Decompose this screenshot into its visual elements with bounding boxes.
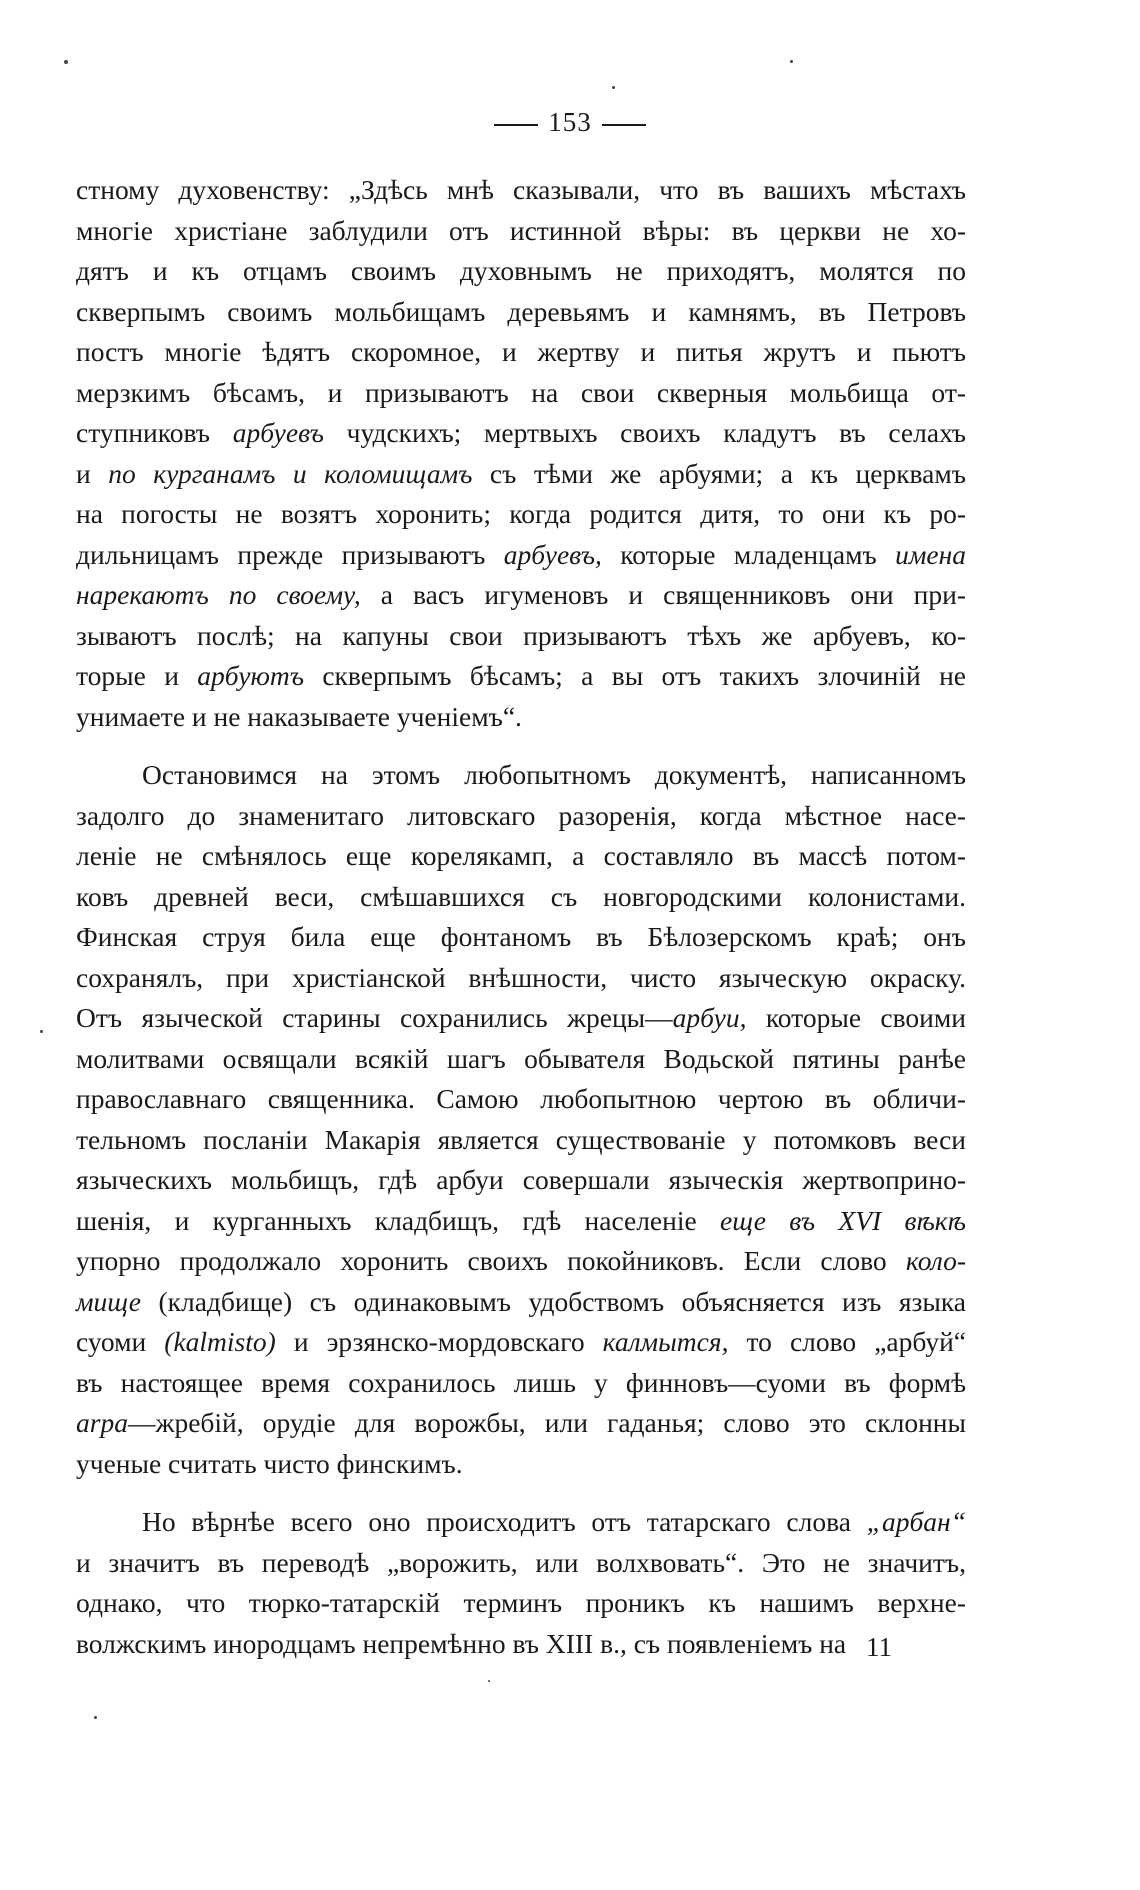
text-run: скверпымъ своимъ мольбищамъ деревьямъ и камнямъ, въ Петровъ [76,295,966,327]
text-line [76,1543,966,1584]
text-run: съ тѣми же арбуями; а къ церквамъ [472,457,967,489]
text-run: въ настоящее время сохранилось лишь у финновъ—суоми въ формѣ [76,1366,966,1398]
text-run: шенія, и курганныхъ кладбищъ, гдѣ населеніе [76,1204,721,1236]
text-line [76,292,966,333]
text-run: и эрзянско-мордовскаго [275,1326,603,1357]
text-run: Но вѣрнѣе всего оно происходитъ отъ татарскаго слова [142,1506,867,1537]
paragraph [76,170,966,737]
text-line [76,535,966,576]
page-number-header [0,107,1140,138]
text-run: языческихъ мольбищъ, гдѣ арбуи совершали языческія жертвоприно- [76,1164,966,1195]
text-run: —жребій, орудіе для ворожбы, или гаданья; слово это склонны [127,1407,966,1438]
italic-text: арбуи, [672,1002,747,1033]
text-line [76,454,966,495]
text-line [76,1241,966,1282]
text-run: однако, что тюрко-татарскій терминъ проникъ къ нашимъ верхне- [76,1587,966,1618]
paper-speck [64,60,68,64]
text-line [76,917,966,958]
text-run: Финская струя била еще фонтаномъ въ Бѣлозерскомъ краѣ; онъ [76,921,966,952]
text-run: мерзкимъ бѣсамъ, и призываютъ на свои скверныя мольбища от- [76,376,966,408]
text-run: скверпымъ бѣсамъ; а вы отъ такихъ злочиній не [303,660,966,691]
text-run: Отъ языческой старины сохранились жрецы— [76,1002,673,1033]
text-run: зываютъ послѣ; на капуны свои призываютъ тѣхъ же арбуевъ, ко- [76,619,966,651]
text-line [76,494,966,535]
text-line [76,1444,966,1485]
text-run: то слово „арбуй“ [728,1326,966,1357]
text-run: Остановимся на этомъ любопытномъ документѣ, написанномъ [142,759,966,790]
italic-text: нарекаютъ по своему, [76,579,361,610]
text-run: и значитъ въ переводѣ „ворожить, или волхвовать“. Это не значитъ, [76,1546,966,1578]
paragraph-gap [76,1484,966,1502]
text-line [76,211,966,252]
paper-speck [612,86,615,89]
text-run: ступниковъ [76,417,233,448]
text-line [76,836,966,877]
text-line [76,1120,966,1161]
text-line [76,1403,966,1444]
left-dash [494,124,538,126]
signature-mark: 11 [866,1632,892,1662]
text-line [76,575,966,616]
text-run: леніе не смѣнялось еще корелякамп, а составляло въ массѣ потом- [76,840,966,871]
paragraph-gap [76,737,966,755]
text-run: дятъ и къ отцамъ своимъ духовнымъ не приходятъ, молятся по [76,255,966,286]
italic-text: „арбан“ [866,1506,966,1537]
text-run: чудскихъ; мертвыхъ своихъ кладутъ въ селахъ [323,417,966,448]
text-run: тельномъ посланіи Макарія является существованіе у потомковъ веси [76,1123,966,1155]
text-run: постъ многіе ѣдятъ скоромное, и жертву и питья жрутъ и пьютъ [76,336,966,367]
text-run: которые младенцамъ [601,538,896,570]
italic-text: коло- [905,1245,966,1276]
text-line [76,796,966,837]
paper-speck [94,1716,97,1719]
italic-text: arpa [76,1407,128,1438]
text-run: стному духовенству: „Здѣсь мнѣ сказывали, что въ вашихъ мѣстахъ [76,174,966,205]
paper-speck [790,60,793,63]
right-dash [602,124,646,126]
italic-text: арбуевъ, [503,538,602,570]
text-run: а васъ игуменовъ и священниковъ они при- [360,579,966,610]
italic-text: (kalmisto) [164,1326,276,1357]
text-line [76,616,966,657]
text-line [76,413,966,454]
text-line [76,1039,966,1080]
text-run: торые и [76,660,198,691]
text-line [76,877,966,918]
text-run: которые своими [746,1002,966,1033]
text-line [76,1583,966,1624]
text-line [76,1160,966,1201]
text-line [76,1079,966,1120]
text-line [76,1322,966,1363]
text-run: упорно продолжало хоронить своихъ покойниковъ. Если слово [76,1245,906,1276]
text-run: и [76,457,109,489]
text-line [76,373,966,414]
italic-text: арбуютъ [197,660,304,691]
text-line [76,1363,966,1404]
text-line [76,332,966,373]
text-line [76,1282,966,1323]
text-line [76,697,966,738]
text-line [76,170,966,211]
paragraph [76,755,966,1484]
text-line [76,998,966,1039]
text-run: сохранялъ, при христіанской внѣшности, чисто языческую окраску. [76,961,966,993]
text-run: ученые считать чисто финскимъ. [76,1447,463,1479]
italic-text: арбуевъ [232,417,324,448]
text-line [76,1624,966,1665]
text-run: суоми [76,1326,165,1357]
paragraph [76,1502,966,1664]
text-line [76,251,966,292]
text-run: молитвами освящали всякій шагъ обывателя Водьской пятины ранѣе [76,1042,966,1074]
paper-speck [40,1030,43,1033]
text-run: многіе христіане заблудили отъ истинной вѣры: въ церкви не хо- [76,214,966,246]
paper-speck [488,1680,490,1682]
text-line [76,958,966,999]
italic-text: имена [895,538,966,570]
text-run: дильницамъ прежде призываютъ [76,538,504,570]
text-line [76,1502,966,1543]
italic-text: калмытся, [602,1326,729,1357]
italic-text: по курганамъ и коломищамъ [108,457,473,489]
text-run: (кладбище) съ одинаковымъ удобствомъ объясняется изъ языка [140,1285,966,1317]
text-line [76,656,966,697]
text-line [76,755,966,796]
text-run: на погосты не возятъ хоронить; когда родится дитя, то они къ ро- [76,498,966,529]
page-number: 153 [548,107,592,137]
text-run: унимаете и не наказываете ученіемъ“. [76,700,522,732]
text-run: ковъ древней веси, смѣшавшихся съ новгородскими колонистами. [76,880,966,912]
text-run: православнаго священника. Самою любопытною чертою въ обличи- [76,1083,966,1114]
text-line [76,1201,966,1242]
italic-text: еще въ XVI вѣкѣ [720,1204,966,1236]
italic-text: мище [76,1285,141,1317]
text-run: волжскимъ инородцамъ непремѣнно въ XIII в., съ появленіемъ на [76,1627,847,1659]
text-run: задолго до знаменитаго литовскаго разоренія, когда мѣстное насе- [76,799,966,831]
body-text [76,170,966,1664]
